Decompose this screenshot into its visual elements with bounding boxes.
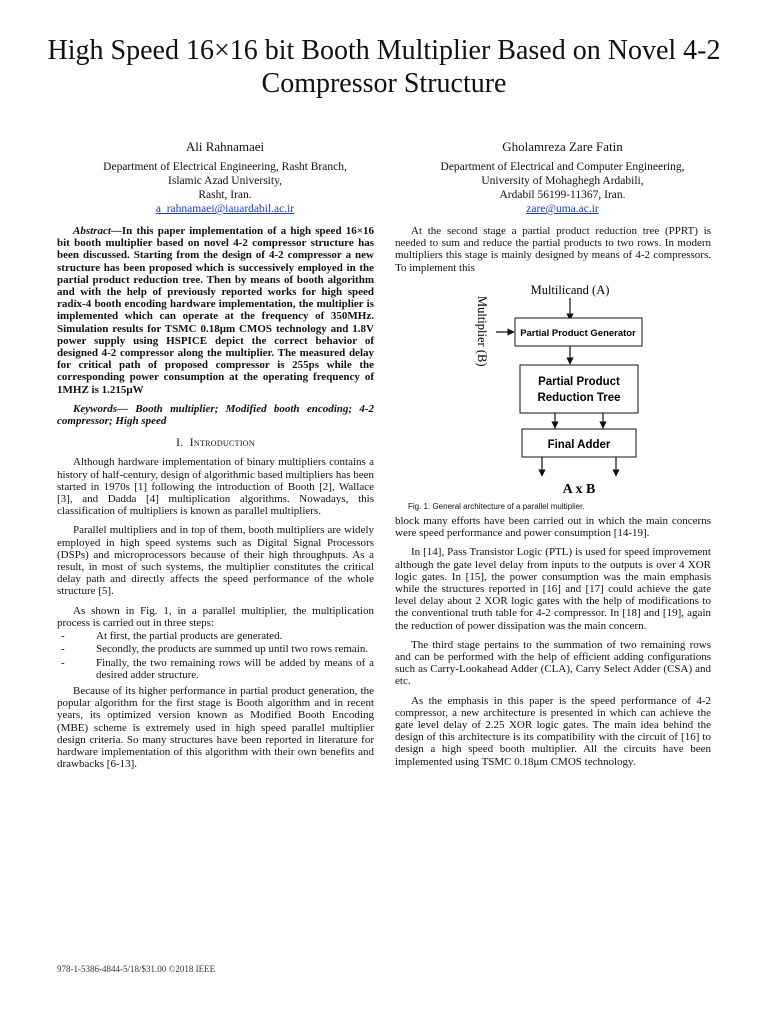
author-name: Gholamreza Zare Fatin [502, 139, 623, 154]
section-number: I. [176, 437, 184, 450]
output-label: A x B [562, 482, 596, 497]
right-column-top [395, 225, 711, 281]
architecture-figure [470, 280, 670, 500]
intro-paragraph-3: As shown in Fig. 1, in a parallel multiplier, the multiplication process is carried out in three steps: [57, 604, 374, 629]
reduction-tree-block [520, 365, 638, 413]
list-item: - Finally, the two remaining rows will be added by means of a desired adder structure. [61, 656, 374, 681]
keywords-label: Keywords [73, 402, 117, 415]
author-email-link[interactable]: zare@uma.ac.ir [526, 203, 599, 215]
author-university: Islamic Azad University, [168, 175, 282, 187]
left-column [57, 225, 374, 777]
author-university: University of Mohaghegh Ardabili, [481, 175, 644, 187]
final-adder-label: Final Adder [547, 439, 611, 451]
multiplier-label: Multiplier (B) [475, 296, 489, 367]
keywords-text: — Booth multiplier; Modified booth encoding; 4-2 compressor; High speed [57, 402, 374, 428]
intro-paragraph-2: Parallel multipliers and in top of them, booth multipliers are widely employed in high speed systems such as Digital Signal Processors (DSPs) and microprocessors because of their high throughputs. As a result, in most of such systems, the multiplier constitutes the critical delay path and directly affects the speed performance of the whole structure [5]. [57, 524, 374, 598]
list-item: - At first, the partial products are generated. [61, 630, 283, 643]
figure-caption: Fig. 1. General architecture of a parallel multiplier. [408, 502, 585, 511]
right-paragraph-4: The third stage pertains to the summation of two remaining rows and can be performed with the help of efficient adding configurations such as Carry-Lookahead Adder (CLA), Carry Select Adder (CSA) and etc. [395, 638, 711, 688]
right-paragraph-1: At the second stage a partial product reduction tree (PPRT) is needed to sum and reduce the partial products to two rows. In modern multipliers this stage is mainly designed by means of 4-2 compressors. To implement this [395, 225, 711, 274]
author-city: Rasht, Iran. [198, 189, 252, 201]
list-item: - Secondly, the products are summed up until two rows remain. [61, 643, 369, 656]
author-department: Department of Electrical Engineering, Rasht Branch, [103, 161, 347, 173]
keywords [57, 403, 374, 427]
partial-product-generator-label: Partial Product Generator [520, 328, 636, 339]
author-email-link[interactable]: a_rahnamaei@iauardabil.ac.ir [155, 203, 295, 215]
right-column-bottom [395, 515, 711, 775]
reduction-tree-label-1: Partial Product [538, 376, 620, 388]
author-block-2 [395, 140, 730, 216]
abstract [57, 225, 374, 396]
author-block-1 [60, 140, 390, 216]
multiplicand-label: Multilicand (A) [530, 283, 610, 297]
steps-list [57, 630, 374, 681]
section-heading-introduction [57, 437, 374, 449]
author-department: Department of Electrical and Computer Engineering, [440, 161, 685, 173]
paper-title: High Speed 16×16 bit Booth Multiplier Based on Novel 4-2 Compressor Structure [47, 35, 721, 99]
section-title: Introduction [189, 437, 255, 450]
right-paragraph-3: In [14], Pass Transistor Logic (PTL) is used for speed improvement although the gate level delay from inputs to the outputs is over 4 XOR logic gates. In [15], the power consumption was the main emphasis while the structures reported in [16] and [17] could achieve the gate level delay about 2 XOR logic gates with the help of modifications to the conventional truth table for 4-2 compressor. In [18] and [19], again the reduction of power dissipation was the main concern. [395, 546, 711, 632]
right-paragraph-5: As the emphasis in this paper is the speed performance of 4-2 compressor, a new architecture is presented in which can achieve the gate level delay of 2.25 XOR logic gates. The main idea behind the design of this architecture is its compatibility with the circuit of [16] to design a high speed booth multiplier. All the circuits have been implemented using TSMC 0.18μm CMOS technology. [395, 694, 711, 768]
intro-paragraph-1: Although hardware implementation of binary multipliers contains a history of half-century, design of algorithmic based multipliers has been started in 1970s [1] following the introduction of Booth [2], Wallace [3], and Dadda [4] multiplication algorithms. Nowadays, this classification of multipliers is known as parallel multipliers. [57, 456, 374, 518]
abstract-label: Abstract [73, 225, 111, 237]
author-city: Ardabil 56199-11367, Iran. [499, 189, 626, 201]
reduction-tree-label-2: Reduction Tree [537, 392, 621, 404]
intro-paragraph-4: Because of its higher performance in partial product generation, the popular algorithm for the first stage is Booth algorithm and in recent years, its optimized version known as Modified Booth Encoding (MBE) scheme is extremely used in high speed parallel multiplier design criteria. So many structures have been reported in literature for hardware implementation of this algorithm with their own benefits and drawbacks [6-13]. [57, 684, 374, 771]
author-name: Ali Rahnamaei [185, 139, 265, 154]
abstract-text: —In this paper implementation of a high speed 16×16 bit booth multiplier based on novel 4-2 compressor structure has been discussed. Starting from the design of 4-2 compressor a new structure has been proposed which is successively employed in the partial product reduction tree. Then by means of booth algorithm and with the help of previously reported works for high speed radix-4 booth encoding hardware implementation, the multiplier is implemented which can operate at the frequency of 350MHz. Simulation results for TSMC 0.18μm CMOS technology and 1.8V power supply using HSPICE depict the correct behavior of designed 4-2 compressor along the multiplier. The measured delay for critical path of proposed compressor is 255ps while the corresponding power consumption at the operating frequency of 1MHZ is 1.215μW [57, 225, 374, 396]
copyright-footer: 978-1-5386-4844-5/18/$31.00 ©2018 IEEE [57, 964, 216, 974]
right-paragraph-2: block many efforts have been carried out in which the main concerns were speed performance and power consumption [14-19]. [395, 515, 711, 540]
